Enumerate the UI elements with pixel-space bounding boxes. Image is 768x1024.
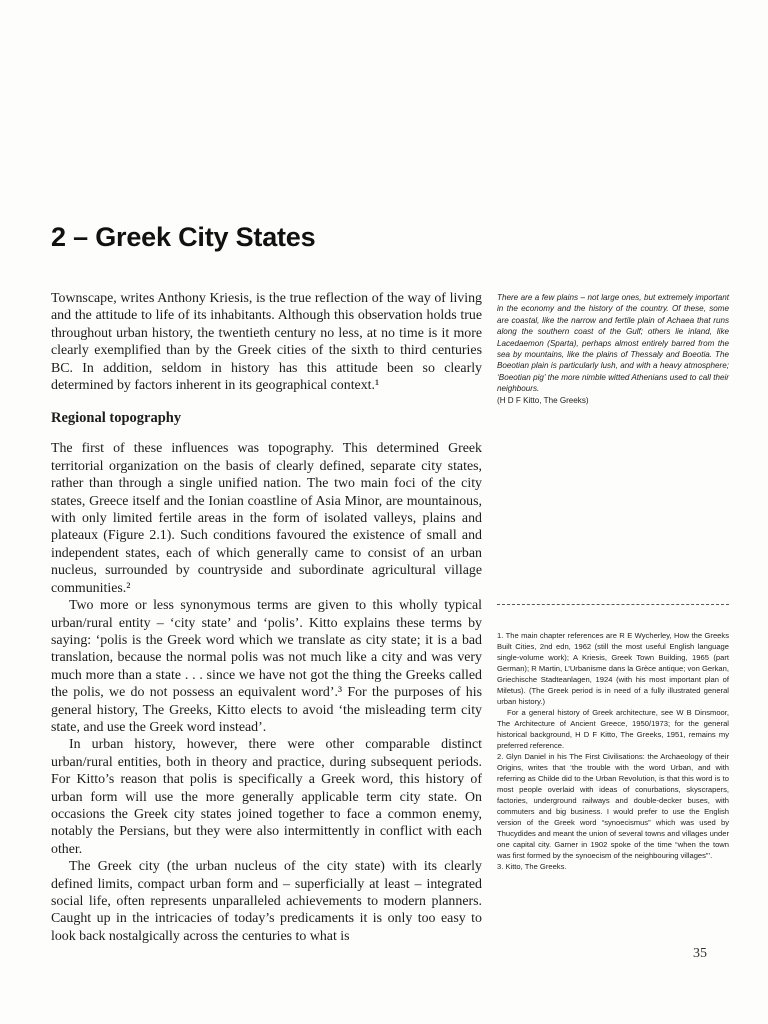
sidebar-quote <box>497 292 729 406</box>
main-text-column <box>51 290 482 945</box>
section-heading: Regional topography <box>51 410 182 427</box>
footnote-item: 1. The main chapter references are R E Wycherley, How the Greeks Built Cities, 2nd edn, 1962 (still the most useful English language single-volume work); A Kriesis, Greek Town Building, 1965 (part German); R Martin, L’Urbanisme dans la Grèce antique; von Gerkan, Griechische Stadteanlagen, 1924 (with his most important plan of Miletus). (The Greek period is in need of a fully illustrated general urban history.) <box>497 631 729 706</box>
body-paragraph-3: In urban history, however, there were other comparable distinct urban/rural entities, both in theory and practice, during subsequent periods. For Kitto’s reason that polis is specifically a Greek word, this history of urban form will use the more generally applicable term city state. On occasions the Greek city states joined together to face a common enemy, notably the Persians, but they were also intermittently in conflict with each other. <box>51 737 482 857</box>
body-paragraph-2: Two more or less synonymous terms are given to this wholly typical urban/rural entity – ‘city state’ and ‘polis’. Kitto explains these terms by saying: ‘polis is the Greek word which we translate as city state; it is a bad translation, because the normal polis was not much like a city and was very much more than a state . . . since we have not got the thing the Greeks called the polis, we do not possess an equivalent word’.³ For the purposes of his general history, The Greeks, Kitto elects to avoid ‘the misleading term city state, and use the Greek word instead’. <box>51 598 482 735</box>
intro-paragraph: Townscape, writes Anthony Kriesis, is the true reflection of the way of living and the attitude to life of its inhabitants. Although this observation holds true throughout urban history, the twentieth century no less, at no time is it more clearly exemplified than by the Greek cities of the sixth to third centuries BC. In addition, seldom in history has this attitude been so clearly determined by factors inherent in its geographical context.¹ <box>51 291 482 394</box>
footnote-item: For a general history of Greek architecture, see W B Dinsmoor, The Architecture of Ancient Greece, 1950/1973; for the general historical background, H D F Kitto, The Greeks, 1951, remains my preferred reference. <box>497 708 729 750</box>
body-paragraph-1: The first of these influences was topography. This determined Greek territorial organization on the basis of clearly defined, separate city states, rather than through a single unified nation. The two main foci of the city states, Greece itself and the Ionian coastline of Asia Minor, are mountainous, with only limited fertile areas in the form of isolated valleys, plains and plateaux (Figure 2.1). Such conditions favoured the existence of small and independent states, each of which generally came to consist of an urban nucleus, surrounded by countryside and subordinate agricultural village communities.² <box>51 441 482 596</box>
footnote-item: 3. Kitto, The Greeks. <box>497 862 567 871</box>
body-paragraph-4: The Greek city (the urban nucleus of the city state) with its clearly defined limits, compact urban form and – superficially at least – integrated social life, often represents unparalleled achievements to modern planners. Caught up in the intricacies of today’s predicaments it is only too easy to look back nostalgically across the centuries to what is <box>51 859 482 944</box>
chapter-title: 2 – Greek City States <box>51 222 316 252</box>
footnotes <box>497 630 729 872</box>
footnote-item: 2. Glyn Daniel in his The First Civilisations: the Archaeology of their Origins, writes that ‘the trouble with the word Urban, and with referring as Childe did to the Urban Revolution, is that this word is to most people overlaid with ideas of conurbations, skyscrapers, factories, underground railways and double-decker buses, with commuters and big business. I would prefer to use the English version of the Greek word “synoecismus” which was used by Thucydides and meant the union of several towns and villages under one capital city. Garner in 1902 spoke of the time “when the town was first formed by the synoecism of the neighbouring villages”’. <box>497 752 729 860</box>
quote-attribution: (H D F Kitto, The Greeks) <box>497 395 589 405</box>
page-number: 35 <box>693 946 707 961</box>
footnote-divider <box>497 604 729 606</box>
quote-text: There are a few plains – not large ones, but extremely important in the economy and the history of the country. Of these, some are coastal, like the narrow and fertile plain of Achaea that runs along the southern coast of the Gulf; others lie inland, like Lacedaemon (Sparta), perhaps almost entirely barred from the sea by mountains, like the plains of Thessaly and Boeotia. The Boeotian plain is particularly lush, and with a heavy atmosphere; ‘Boeotian pig’ the more nimble witted Athenians used to call their neighbours. <box>497 293 729 394</box>
